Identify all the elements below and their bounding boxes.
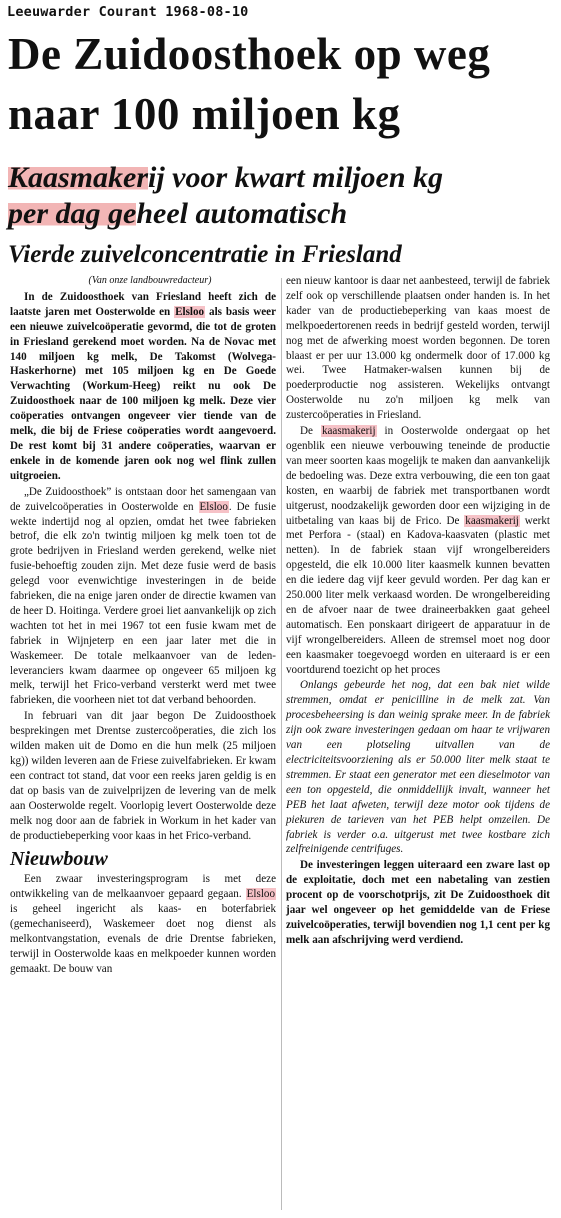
subheadline-text: heel automatisch [136,197,348,230]
search-highlight: Elsloo [246,888,276,901]
headline [8,24,556,144]
search-highlight: Elsloo [175,305,205,318]
article-column-left [10,274,276,978]
lead-paragraph: In de Zuidoosthoek van Friesland heeft zich de laatste jaren met Oosterwolde en Elsloo als basis weer een nieuwe zuivelcoöperatie gevormd, die tot de groten in Friesland gerekend moet worden. Na de Novac met 140 miljoen kg melk, De Takomst (Wolvega-Haskerhorne) met 105 miljoen kg en De Goede Verwachting (Workum-Heeg) reikt nu ook De Zuidoosthoek naar de 100 miljoen kg melk. Deze vier coöperaties ontvangen ongeveer vier tiende van de melk, die bij de Friese coöperaties wordt aangevoerd. De rest komt bij 31 andere coöperaties, waarvan er enkele in de komende jaren ook nog wel flink zullen uitgroeien. [10,290,276,482]
search-highlight: Elsloo [199,500,228,513]
headline-line-2: naar 100 miljoen kg [8,89,401,139]
headline-line-1: De Zuidoosthoek op weg [8,29,491,79]
byline: (Van onze landbouwredacteur) [88,275,212,286]
search-highlight: kaasmakerij [465,514,519,527]
subheadline-line-1 [8,160,556,196]
paragraph: een nieuw kantoor is daar net aanbesteed, terwijl de fabriek zelf ook op verschillende plaatsen onder handen is. In het kader van de productiebeperking van kaas moest de melkpoedertorenen reeds in bedrijf gesteld worden, terwijl nog met de afwerking moest worden begonnen. De toren blaast er per uur 13.000 kg ondermelk door of 17.000 kg wei. Twee Hatmaker-walsen kunnen bij de poederproductie nog assisteren. Wekelijks ontvangt Oosterwolde nu zo'n miljoen kg melk van zustercoöperaties in Friesland. [286,275,550,422]
paragraph: De kaasmakerij in Oosterwolde ondergaat op het ogenblik een nieuwe verbouwing teneinde de productie van meer soorten kaas mogelijk te maken dan aanvankelijk de bedoeling was. Deze extra verbouwing, die een ton gaat kosten, en waarbij de fabriek met transportbanen wordt uitgerust, noodzakelijk geworden door een wijziging in de uitbetaling van kaas bij de Frico. De kaasmakerij werkt met Perfora - (staal) en Kadova-kaasvaten (plastic met netten). In de fabriek staan vijf wrongelbereiders opgesteld, die elk 10.000 liter kaasmelk kunnen bevatten en die iedere dag vijf keer gevuld worden. Per dag kan er 250.000 liter melk verkaasd worden. De wrongelbereiding en de afvoer naar de twee draineerbakken gaat geheel automatisch. Een ponskaart dirigeert de apparatuur in de vijf wrongelbereiders. Alleen de stremsel moet nog door een kaasmaker toegevoegd worden en uiteraard is er een voortdurend toezicht op het proces [286,425,551,676]
search-highlight: kaasmakerij [321,425,376,438]
article-column-right [286,274,550,949]
paragraph: „De Zuidoosthoek” is ontstaan door het samengaan van de zuivelcoöperaties in Oosterwolde en Elsloo. De fusie wekte indertijd nog al opzien, omdat het twee fabrieken betrof, die elk zo'n twintig miljoen kg melk toen tot de grote bedrijven in Friesland werden gerekend, welke niet fusie-behoeftig zouden zijn. Met deze fusie werd de basis gelegd voor evenwichtige investeringen in de beide fabrieken, die na enige jaren onder de directie kwamen van de heer D. Hoitinga. Verdere groei liet aanvankelijk op zich wachten tot het in mei 1967 tot een fusie kwam met de fabriek in Wijnjeterp en een jaar later met die in Waskemeer. De totale melkaanvoer van de leden-leveranciers kwam daarmee op ongeveer 65 miljoen kg melk, terwijl het Frico-verband versterkt werd met twee fabrieken, die voorheen niet tot dat verband behoorden. [10,485,276,707]
search-highlight: Kaasmaker [8,161,149,194]
paragraph: In februari van dit jaar begon De Zuidoosthoek besprekingen met Drentse zustercoöperaties, die zich los wilden maken uit de Domo en die hun melk (25 miljoen kg)) wilden leveren aan de Friese zuivelfabrieken. Er kwam een contract tot stand, dat voor een reeks jaren geldig is en dat op basis van de zuivelprijzen de levering van de melk aan Oosterwolde regelt. Voorlopig levert Oosterwolde deze melk nog door aan de fabriek in Workum in het kader van de productiebeperking voor kaas in het Frico-verband. [10,710,276,842]
closing-paragraph: De investeringen leggen uiteraard een zware last op de exploitatie, doch met een nabetaling van zestien procent op de voorschotprijs, zit De Zuidoosthoek dit jaar wel ongeveer op het gemiddelde van de Friese zuivelcoöperaties, terwijl bovendien nog 1,1 cent per kg melk aan afschrijving werd verdiend. [286,859,550,946]
subheadline-text: ij voor kwart miljoen kg [148,161,444,194]
column-divider [281,278,282,1210]
newspaper-source: Leeuwarder Courant 1968-08-10 [7,4,249,20]
paragraph: Onlangs gebeurde het nog, dat een bak niet wilde stremmen, omdat er penicilline in de melk zat. Van procesbeheersing is dan weinig sprake meer. In de fabriek zijn ook zware investeringen gedaan om haar te vrijwaren van een plotseling uitvallen van de electriciteitsvoorziening als er 50.000 liter melk staat te stremmen. Er staat een generator met een dieselmotor van een ton opgesteld, die onmiddellijk invalt, wanneer het PEB het laat afweten, terwijl deze motor ook tijdens de piekuren de tarieven van het PEB helpt omzeilen. De fabriek is verder o.a. uitgerust met twee kostbare zich zelfreinigende centrifuges. [286,679,550,856]
paragraph: Een zwaar investeringsprogram is met deze ontwikkeling van de melkaanvoer gepaard gegaan. Elsloo is geheel ingericht als kaas- en boterfabriek (gemechaniseerd), Waskemeer doet nog dienst als melkontvangstation, evenals de drie Drentse fabrieken, terwijl in Oosterwolde kaas en melkpoeder kunnen worden gemaakt. De bouw van [10,873,276,975]
subheadline-line-2 [8,196,556,232]
search-highlight: per dag ge [8,197,137,230]
subheadline [8,160,556,232]
section-heading: Nieuwbouw [10,848,108,871]
kicker: Vierde zuivelconcentratie in Friesland [8,241,402,268]
